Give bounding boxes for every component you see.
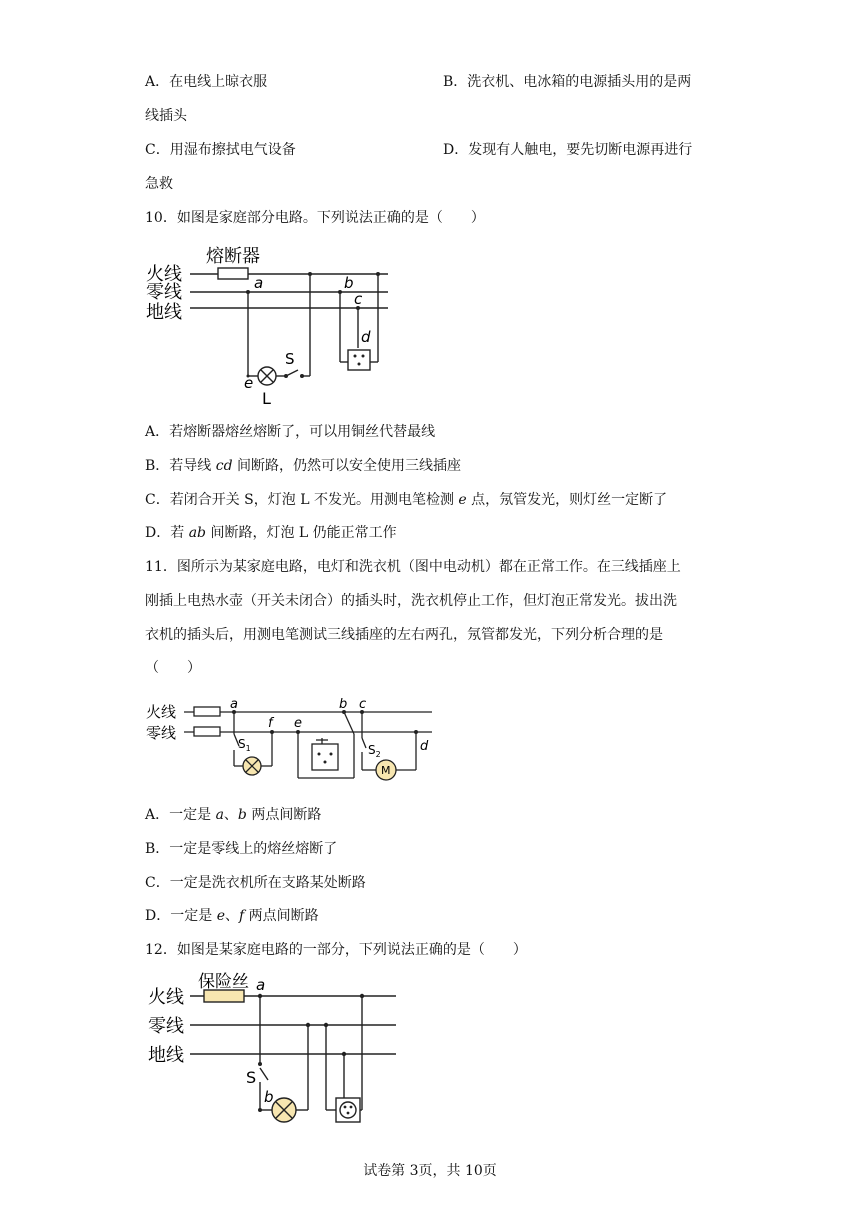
q12-neutral-label: 零线 (148, 1016, 184, 1037)
q12-ground-label: 地线 (148, 1045, 184, 1066)
q10-option-d: D．若 ab 间断路，灯泡 L 仍能正常工作 (145, 525, 397, 541)
q11-node-f: f (268, 716, 273, 731)
q11-node-d: d (420, 739, 429, 754)
q10-ground-label: 地线 (146, 302, 182, 323)
q12-circuit-diagram (140, 970, 410, 1130)
q11-option-d: D．一定是 e、f 两点间断路 (145, 908, 319, 924)
q10-node-e: e (244, 374, 254, 392)
q10-option-b: B．若导线 cd 间断路，仍然可以安全使用三线插座 (145, 458, 462, 474)
q10-node-c: c (354, 290, 363, 308)
q11-node-c: c (359, 697, 367, 712)
q9-option-b-cont: 线插头 (145, 108, 187, 124)
q10-lamp-label: L (262, 389, 271, 408)
q11-node-b: b (339, 697, 348, 712)
q12-node-b: b (264, 1088, 274, 1106)
q10-fuse-label: 熔断器 (206, 246, 260, 267)
q11-live-label: 火线 (146, 703, 177, 721)
q12-live-label: 火线 (148, 987, 184, 1008)
q9-option-d: D．发现有人触电，要先切断电源再进行 (443, 142, 693, 158)
page-footer: 试卷第 3页，共 10页 (363, 1163, 497, 1179)
q12-stem: 12．如图是某家庭电路的一部分，下列说法正确的是（ ） (145, 942, 527, 958)
q11-circuit-diagram (140, 694, 440, 794)
q12-fuse-label: 保险丝 (198, 972, 249, 992)
q10-circuit-diagram (140, 238, 400, 408)
q10-node-b: b (344, 274, 354, 292)
q11-neutral-label: 零线 (146, 724, 177, 742)
q10-option-c: C．若闭合开关 S，灯泡 L 不发光。用测电笔检测 e 点，氖管发光，则灯丝一定断了 (145, 492, 668, 508)
q11-node-a: a (230, 697, 238, 712)
q10-node-d: d (361, 328, 371, 346)
q9-option-c: C．用湿布擦拭电气设备 (145, 142, 296, 158)
q11-option-a: A．一定是 a、b 两点间断路 (145, 807, 322, 823)
q11-stem-2: 刚插上电热水壶（开关未闭合）的插头时，洗衣机停止工作，但灯泡正常发光。拔出洗 (145, 593, 677, 609)
q10-node-a: a (254, 274, 264, 292)
q10-live-label: 火线 (146, 264, 182, 285)
q11-stem-3: 衣机的插头后，用测电笔测试三线插座的左右两孔，氖管都发光，下列分析合理的是 (145, 627, 663, 643)
q11-stem-4: （ ） (145, 660, 201, 676)
q9-option-a: A．在电线上晾衣服 (145, 74, 268, 90)
q10-switch-label: S (285, 350, 295, 368)
q9-option-d-cont: 急救 (145, 176, 173, 192)
q11-option-b: B．一定是零线上的熔丝熔断了 (145, 841, 338, 857)
q10-option-a: A．若熔断器熔丝熔断了，可以用铜丝代替最线 (145, 424, 436, 440)
q11-stem-1: 11．图所示为某家庭电路，电灯和洗衣机（图中电动机）都在正常工作。在三线插座上 (145, 559, 681, 575)
q11-switch-s2: $S_2$ (368, 743, 381, 759)
q10-neutral-label: 零线 (146, 282, 182, 303)
q11-motor-label: M (381, 764, 391, 777)
q12-node-a: a (256, 976, 266, 994)
q11-switch-s1: $S_1$ (238, 737, 251, 753)
q10-stem: 10．如图是家庭部分电路。下列说法正确的是（ ） (145, 210, 485, 226)
q11-node-e: e (294, 716, 302, 731)
q11-option-c: C．一定是洗衣机所在支路某处断路 (145, 875, 366, 891)
q12-switch-label: S (246, 1068, 257, 1087)
q9-option-b: B．洗衣机、电冰箱的电源插头用的是两 (443, 74, 692, 90)
